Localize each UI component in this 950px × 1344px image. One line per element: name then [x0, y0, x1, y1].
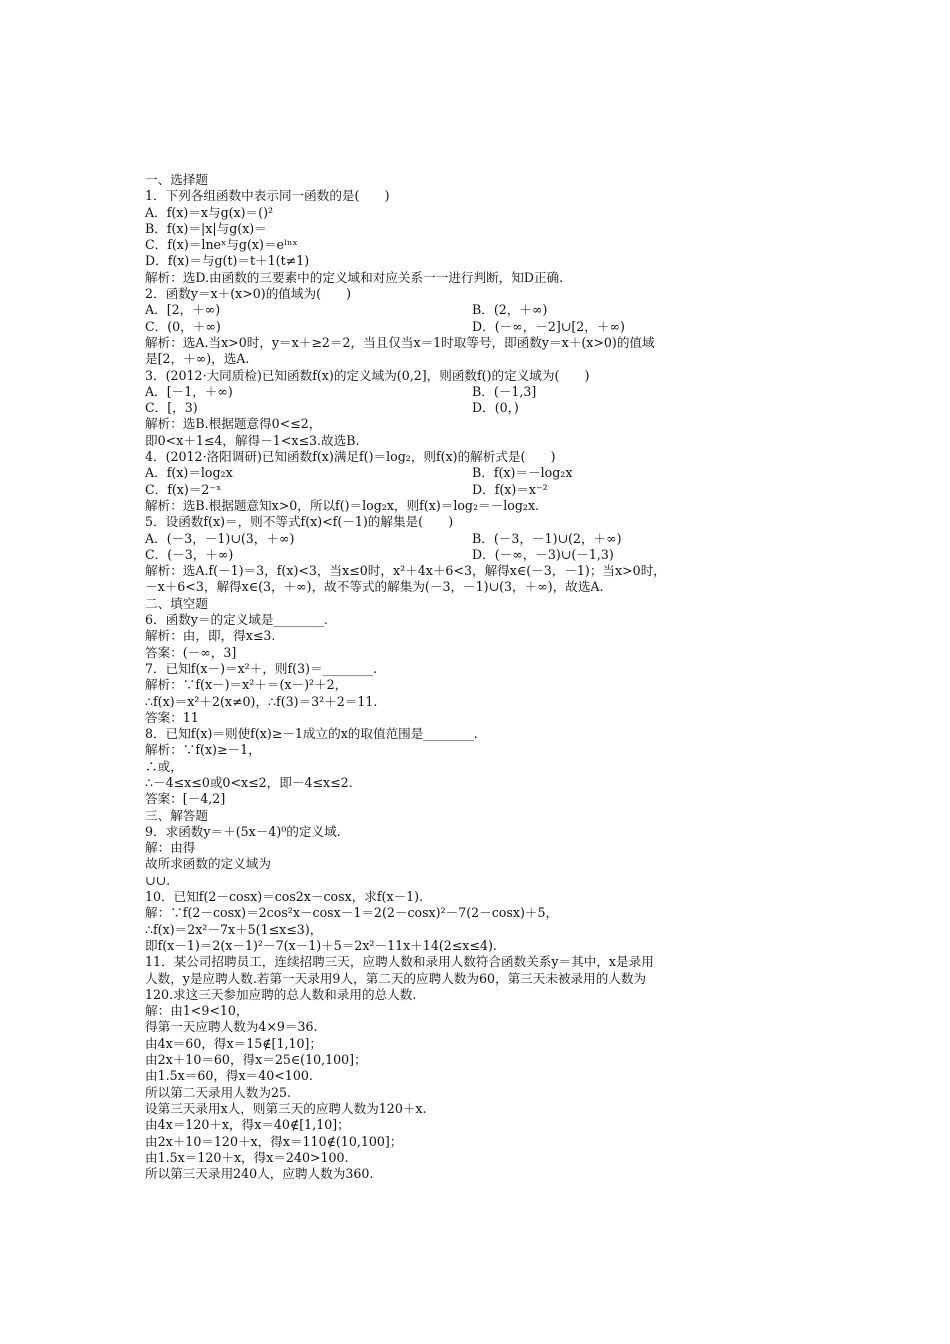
- text-line: 由2x＋10＝120＋x，得x＝110∉(10,100]；: [145, 1133, 403, 1149]
- text-line: 所以第三天录用240人，应聘人数为360.: [145, 1166, 374, 1182]
- text-line: 解：由1<9<10，: [145, 1003, 249, 1019]
- text-line: 解析：由，即，得x≤3.: [145, 628, 276, 644]
- text-line: 答案：[－4,2]: [145, 791, 226, 807]
- text-line: 4．(2012·洛阳调研)已知函数f(x)满足f()＝log₂，则f(x)的解析式是( ): [145, 449, 556, 465]
- text-line: 故所求函数的定义域为: [145, 856, 271, 872]
- text-line: 答案：(－∞，3]: [145, 644, 237, 660]
- text-line: 3．(2012·大同质检)已知函数f(x)的定义域为(0,2]，则函数f()的定义域为( ): [145, 367, 590, 383]
- text-line: 解析：∵f(x－)＝x²＋＝(x－)²＋2，: [145, 677, 348, 693]
- text-line: 得第一天应聘人数为4×9＝36.: [145, 1019, 318, 1035]
- option-left: A．[2，＋∞): [145, 302, 221, 318]
- text-line: 由1.5x＝60，得x＝40<100.: [145, 1068, 313, 1084]
- text-line: 8．已知f(x)＝则使f(x)≥－1成立的x的取值范围是________.: [145, 726, 478, 742]
- option-right: D．f(x)＝x⁻²: [472, 481, 548, 497]
- text-line: 是[2，＋∞)，选A.: [145, 351, 250, 367]
- text-line: 1．下列各组函数中表示同一函数的是( ): [145, 188, 390, 204]
- text-line: D．f(x)＝与g(t)＝t＋1(t≠1): [145, 253, 310, 269]
- text-line: 解析：选B.根据题意知x>0，所以f()＝log₂x，则f(x)＝log₂＝－log₂x.: [145, 497, 540, 513]
- text-line: 6．函数y＝的定义域是________.: [145, 612, 328, 628]
- text-line: ∴或，: [145, 758, 183, 774]
- text-line: 设第三天录用x人，则第三天的应聘人数为120＋x.: [145, 1100, 427, 1116]
- option-right: D．(－∞，－2]∪[2，＋∞): [472, 318, 625, 334]
- text-line: 7．已知f(x－)＝x²＋，则f(3)＝________.: [145, 660, 377, 676]
- option-row: [145, 531, 825, 547]
- text-line: ∴－4≤x≤0或0<x≤2，即－4≤x≤2.: [145, 774, 353, 790]
- option-row: [145, 384, 825, 400]
- option-row: [145, 400, 825, 416]
- option-right: B．f(x)＝－log₂x: [472, 465, 573, 481]
- option-right: D．(0，): [472, 400, 519, 416]
- text-line: 2．函数y＝x＋(x>0)的值域为( ): [145, 286, 352, 302]
- text-line: 即0<x＋1≤4，解得－1<x≤3.故选B.: [145, 432, 360, 448]
- text-line: A．f(x)＝x与g(x)＝()²: [145, 204, 274, 220]
- text-line: 解析：∵f(x)≥－1，: [145, 742, 261, 758]
- option-row: [145, 319, 825, 335]
- option-row: [145, 465, 825, 481]
- option-right: B．(－1,3]: [472, 383, 537, 399]
- text-line: 由4x＝60，得x＝15∉[1,10]；: [145, 1035, 323, 1051]
- option-left: A．(－3，－1)∪(3，＋∞): [145, 530, 295, 546]
- text-line: －x＋6<3，解得x∈(3，＋∞)，故不等式的解集为(－3，－1)∪(3，＋∞)，故选A.: [145, 579, 604, 595]
- text-line: ∪∪.: [145, 872, 171, 888]
- text-line: 10．已知f(2－cosx)＝cos2x－cosx，求f(x－1).: [145, 889, 424, 905]
- document-body: [145, 172, 825, 1182]
- text-line: 答案：11: [145, 709, 199, 725]
- text-line: 5．设函数f(x)＝，则不等式f(x)<f(－1)的解集是( ): [145, 514, 454, 530]
- option-row: [145, 302, 825, 318]
- option-left: C．f(x)＝2⁻ˣ: [145, 481, 222, 497]
- text-line: 解：由得: [145, 840, 196, 856]
- option-left: C．(－3，＋∞): [145, 546, 234, 562]
- text-line: 由4x＝120＋x，得x＝40∉[1,10]；: [145, 1117, 350, 1133]
- text-line: 一、选择题: [145, 172, 208, 187]
- text-line: 解析：选D.由函数的三要素中的定义域和对应关系一一进行判断，知D正确.: [145, 269, 564, 285]
- text-line: 解析：选A.f(－1)＝3，f(x)<3，当x≤0时，x²＋4x＋6<3，解得x∈(－3，－1)；当x>0时，: [145, 563, 666, 579]
- text-line: 即f(x－1)＝2(x－1)²－7(x－1)＋5＝2x²－11x＋14(2≤x≤4).: [145, 937, 497, 953]
- option-right: B．(2，＋∞): [472, 302, 548, 318]
- text-line: 三、解答题: [145, 807, 208, 823]
- text-line: 人数，y是应聘人数.若第一天录用9人，第二天的应聘人数为60，第三天未被录用的人数为: [145, 970, 647, 986]
- option-right: D．(－∞，－3)∪(－1,3): [472, 546, 614, 562]
- text-line: B．f(x)＝|x|与g(x)＝: [145, 220, 267, 236]
- text-line: 所以第二天录用人数为25.: [145, 1084, 291, 1100]
- option-right: B．(－3，－1)∪(2，＋∞): [472, 530, 622, 546]
- text-line: 11．某公司招聘员工，连续招聘三天，应聘人数和录用人数符合函数关系y＝其中，x是录用: [145, 954, 654, 970]
- text-line: ∴f(x)＝2x²－7x＋5(1≤x≤3)，: [145, 921, 323, 937]
- option-left: A．[－1，＋∞): [145, 383, 233, 399]
- option-row: [145, 482, 825, 498]
- text-line: 9．求函数y＝＋(5x－4)⁰的定义域.: [145, 823, 341, 839]
- text-line: 解：∵f(2－cosx)＝2cos²x－cosx－1＝2(2－cosx)²－7(2－cosx)＋5，: [145, 905, 559, 921]
- option-row: [145, 547, 825, 563]
- option-left: C．[，3): [145, 400, 198, 416]
- text-line: 120.求这三天参加应聘的总人数和录用的总人数.: [145, 986, 417, 1002]
- option-left: C．(0，＋∞): [145, 318, 221, 334]
- text-line: 二、填空题: [145, 595, 208, 611]
- text-line: 由1.5x＝120＋x，得x＝240>100.: [145, 1149, 349, 1165]
- text-line: 由2x＋10＝60，得x＝25∈(10,100]；: [145, 1052, 367, 1068]
- text-line: ∴f(x)＝x²＋2(x≠0)，∴f(3)＝3²＋2＝11.: [145, 693, 378, 709]
- text-line: C．f(x)＝lneˣ与g(x)＝eˡⁿˣ: [145, 237, 298, 253]
- text-line: 解析：选A.当x>0时，y＝x＋≥2＝2，当且仅当x＝1时取等号，即函数y＝x＋(x>0)的值域: [145, 334, 655, 350]
- text-line: 解析：选B.根据题意得0<≤2，: [145, 416, 322, 432]
- option-left: A．f(x)＝log₂x: [145, 465, 233, 481]
